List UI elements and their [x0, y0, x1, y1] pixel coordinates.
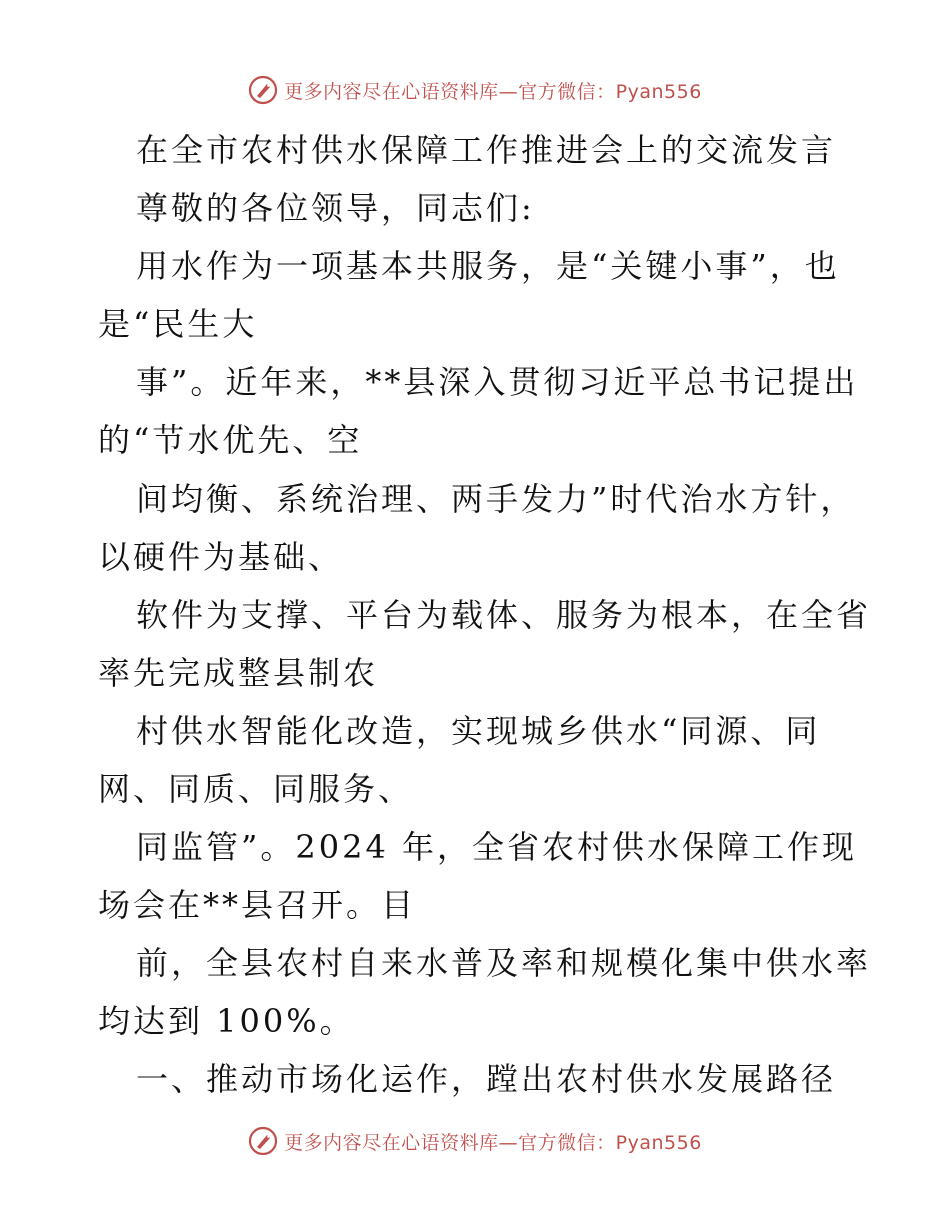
pen-nib-logo-icon: [248, 75, 278, 105]
document-title: 在全市农村供水保障工作推进会上的交流发言: [136, 131, 837, 169]
paragraph-line: 率先完成整县制农: [98, 654, 379, 692]
watermark-footer: [0, 1124, 950, 1158]
watermark-text: 更多内容尽在心语资料库—官方微信：Pyan556: [284, 80, 702, 103]
paragraph-line: 的“节水优先、空: [98, 421, 363, 459]
paragraph-line: 前，全县农村自来水普及率和规模化集中供水率: [136, 944, 872, 982]
paragraph-line: 是“民生大: [98, 305, 258, 343]
paragraph-line: 村供水智能化改造，实现城乡供水“同源、同: [136, 712, 821, 750]
paragraph-line: 均达到 100%。: [98, 1002, 355, 1040]
salutation: 尊敬的各位领导，同志们:: [136, 189, 535, 227]
paragraph-line: 场会在**县召开。目: [98, 886, 417, 924]
paragraph-line: 网、同质、同服务、: [98, 770, 414, 808]
section-heading: 一、推动市场化运作，蹚出农村供水发展路径: [136, 1060, 837, 1098]
paragraph-line: 同监管”。2024 年，全省农村供水保障工作现: [136, 828, 857, 866]
paragraph-line: 用水作为一项基本共服务，是“关键小事”，也: [136, 247, 840, 285]
pen-nib-logo-icon: [248, 1126, 278, 1156]
paragraph-line: 以硬件为基础、: [98, 538, 344, 576]
watermark-header: [0, 73, 950, 107]
watermark-text: 更多内容尽在心语资料库—官方微信：Pyan556: [284, 1131, 702, 1154]
paragraph-line: 事”。近年来，**县深入贯彻习近平总书记提出: [136, 363, 859, 401]
paragraph-line: 软件为支撑、平台为载体、服务为根本，在全省: [136, 596, 872, 634]
paragraph-line: 间均衡、系统治理、两手发力”时代治水方针，: [136, 480, 856, 518]
